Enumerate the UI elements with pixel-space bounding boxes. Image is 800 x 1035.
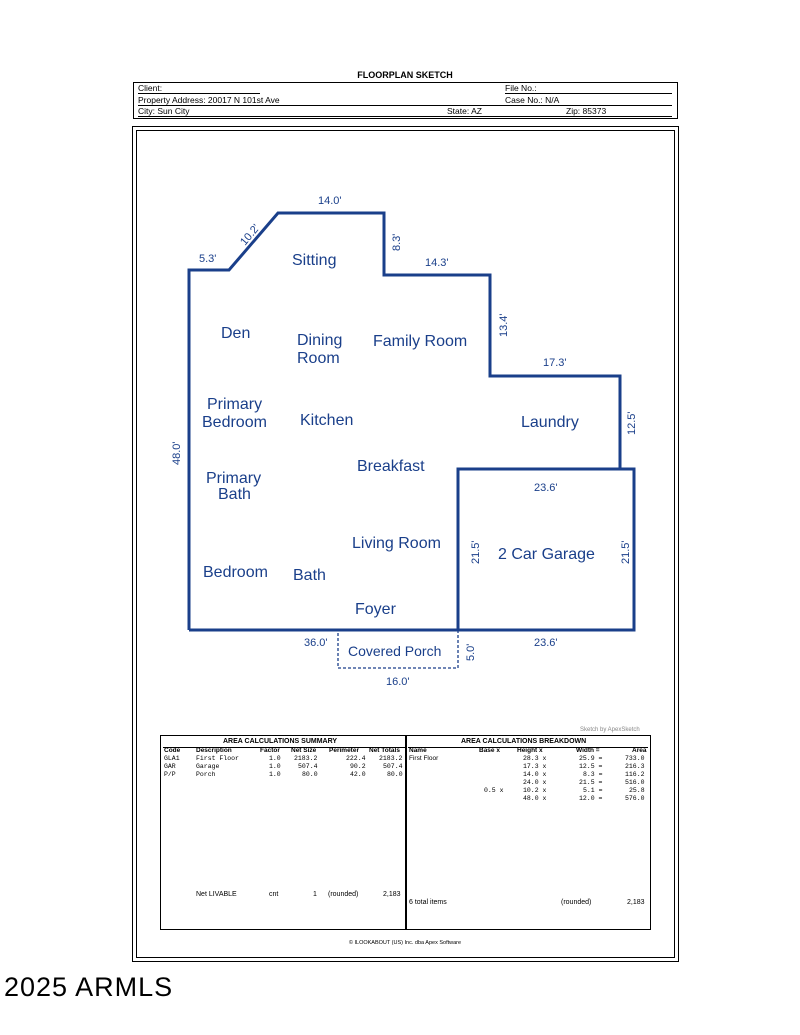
- breakdown-cell: 28.3 x: [523, 755, 547, 762]
- room-sitting: Sitting: [292, 252, 337, 269]
- breakdown-cell: 12.5 =: [579, 763, 603, 770]
- room-primary-bedroom-line1: Primary: [207, 396, 263, 413]
- summary-cell: GAR: [164, 763, 176, 770]
- breakdown-cell: 0.5 x: [484, 787, 504, 794]
- breakdown-cell: 116.2: [625, 771, 645, 778]
- copyright: © ILOOKABOUT (US) Inc. dba Apex Software: [348, 940, 462, 946]
- summary-cell: 90.2: [350, 763, 366, 770]
- breakdown-cell: 48.0 x: [523, 795, 547, 802]
- net-livable-cnt-label: cnt: [269, 891, 279, 898]
- breakdown-header-base: Base x: [479, 747, 500, 754]
- summary-cell: 2183.2: [294, 755, 318, 762]
- breakdown-total-value: 2,183: [627, 899, 645, 906]
- breakdown-cell: 12.0 =: [579, 795, 603, 802]
- breakdown-header-width: Width =: [576, 747, 600, 754]
- table-divider: [405, 736, 407, 929]
- room-foyer: Foyer: [355, 601, 396, 618]
- breakdown-cell: 576.0: [625, 795, 645, 802]
- room-bedroom: Bedroom: [203, 564, 268, 581]
- property-address: Property Address: 20017 N 101st Ave: [138, 95, 280, 105]
- breakdown-cell: 10.2 x: [523, 787, 547, 794]
- room-dining-line1: Dining: [297, 332, 343, 349]
- summary-cell: 80.0: [302, 771, 318, 778]
- breakdown-name: First Floor: [409, 755, 439, 762]
- sketch-credit: Sketch by ApexSketch: [580, 727, 640, 733]
- room-bath: Bath: [293, 567, 326, 584]
- client-label: Client:: [138, 83, 163, 93]
- breakdown-rounded: (rounded): [561, 899, 592, 906]
- summary-cell: First Floor: [196, 755, 239, 762]
- dim-bottom-left: 36.0': [304, 637, 328, 649]
- breakdown-title: AREA CALCULATIONS BREAKDOWN: [461, 738, 587, 745]
- room-den: Den: [221, 325, 251, 342]
- room-breakfast: Breakfast: [357, 458, 425, 475]
- room-kitchen: Kitchen: [300, 412, 354, 429]
- dim-porch-side: 5.0': [465, 643, 477, 661]
- summary-cell: Porch: [196, 771, 216, 778]
- state: State: AZ: [447, 106, 482, 116]
- room-laundry: Laundry: [521, 414, 579, 431]
- page-title: FLOORPLAN SKETCH: [357, 70, 453, 80]
- breakdown-cell: 25.9 =: [579, 755, 603, 762]
- breakdown-cell: 17.3 x: [523, 763, 547, 770]
- breakdown-header-name: Name: [409, 747, 427, 754]
- summary-cell: 507.4: [383, 763, 403, 770]
- breakdown-total-items: 6 total items: [409, 899, 447, 906]
- summary-cell: 1.0: [269, 771, 281, 778]
- net-livable-cnt: 1: [313, 891, 317, 898]
- summary-header-code: Code: [164, 747, 181, 754]
- net-livable-value: 2,183: [383, 891, 401, 898]
- breakdown-cell: 216.3: [625, 763, 645, 770]
- watermark: 2025 ARMLS: [4, 972, 174, 1002]
- dim-laundry-right: 12.5': [626, 411, 638, 435]
- breakdown-header-height: Height x: [517, 747, 543, 754]
- area-tables: [160, 735, 651, 930]
- dim-garage-right: 21.5': [620, 540, 632, 564]
- summary-header-net-size: Net Size: [291, 747, 317, 754]
- city: City: Sun City: [138, 106, 190, 116]
- dim-garage-top: 23.6': [534, 482, 558, 494]
- room-primary-bath-line1: Primary: [206, 470, 262, 487]
- room-primary-bedroom-line2: Bedroom: [202, 414, 267, 431]
- breakdown-cell: 21.5 =: [579, 779, 603, 786]
- dim-left-total: 48.0': [171, 441, 183, 465]
- breakdown-header-area: Area: [632, 747, 647, 754]
- dim-right-upper: 13.4': [498, 313, 510, 337]
- summary-cell: 80.0: [387, 771, 403, 778]
- summary-title: AREA CALCULATIONS SUMMARY: [223, 738, 338, 745]
- dim-garage-bottom: 23.6': [534, 637, 558, 649]
- dim-garage-left: 21.5': [470, 540, 482, 564]
- room-primary-bath-line2: Bath: [218, 486, 251, 503]
- summary-header-factor: Factor: [260, 747, 280, 754]
- summary-cell: 42.0: [350, 771, 366, 778]
- net-livable-rounded: (rounded): [328, 891, 359, 898]
- summary-cell: Garage: [196, 763, 220, 770]
- breakdown-cell: 14.0 x: [523, 771, 547, 778]
- summary-cell: 507.4: [298, 763, 318, 770]
- case-no: Case No.: N/A: [505, 95, 560, 105]
- dim-step-vertical: 8.3': [391, 233, 403, 251]
- summary-cell: GLA1: [164, 755, 180, 762]
- breakdown-cell: 25.8: [629, 787, 645, 794]
- summary-header-net-totals: Net Totals: [369, 747, 400, 754]
- room-family-room: Family Room: [373, 333, 468, 350]
- room-living-room: Living Room: [352, 535, 441, 552]
- dim-porch-bottom: 16.0': [386, 676, 410, 688]
- breakdown-cell: 5.1 =: [583, 787, 603, 794]
- breakdown-cell: 24.0 x: [523, 779, 547, 786]
- summary-cell: P/P: [164, 771, 176, 778]
- zip: Zip: 85373: [566, 106, 607, 116]
- dim-diagonal: 10.2': [238, 222, 263, 248]
- room-garage: 2 Car Garage: [498, 546, 595, 563]
- dim-step-horizontal: 14.3': [425, 257, 449, 269]
- room-dining-line2: Room: [297, 350, 340, 367]
- dim-right-mid: 17.3': [543, 357, 567, 369]
- breakdown-cell: 516.0: [625, 779, 645, 786]
- dim-left-short: 5.3': [199, 253, 217, 265]
- net-livable-label: Net LIVABLE: [196, 891, 237, 898]
- summary-cell: 2183.2: [379, 755, 403, 762]
- room-covered-porch: Covered Porch: [348, 643, 442, 659]
- summary-cell: 1.0: [269, 755, 281, 762]
- summary-header-perimeter: Perimeter: [329, 747, 359, 754]
- summary-cell: 1.0: [269, 763, 281, 770]
- breakdown-cell: 733.0: [625, 755, 645, 762]
- summary-cell: 222.4: [346, 755, 366, 762]
- breakdown-cell: 8.3 =: [583, 771, 603, 778]
- dim-top: 14.0': [318, 195, 342, 207]
- file-no-label: File No.:: [505, 83, 537, 93]
- summary-header-description: Description: [196, 747, 232, 754]
